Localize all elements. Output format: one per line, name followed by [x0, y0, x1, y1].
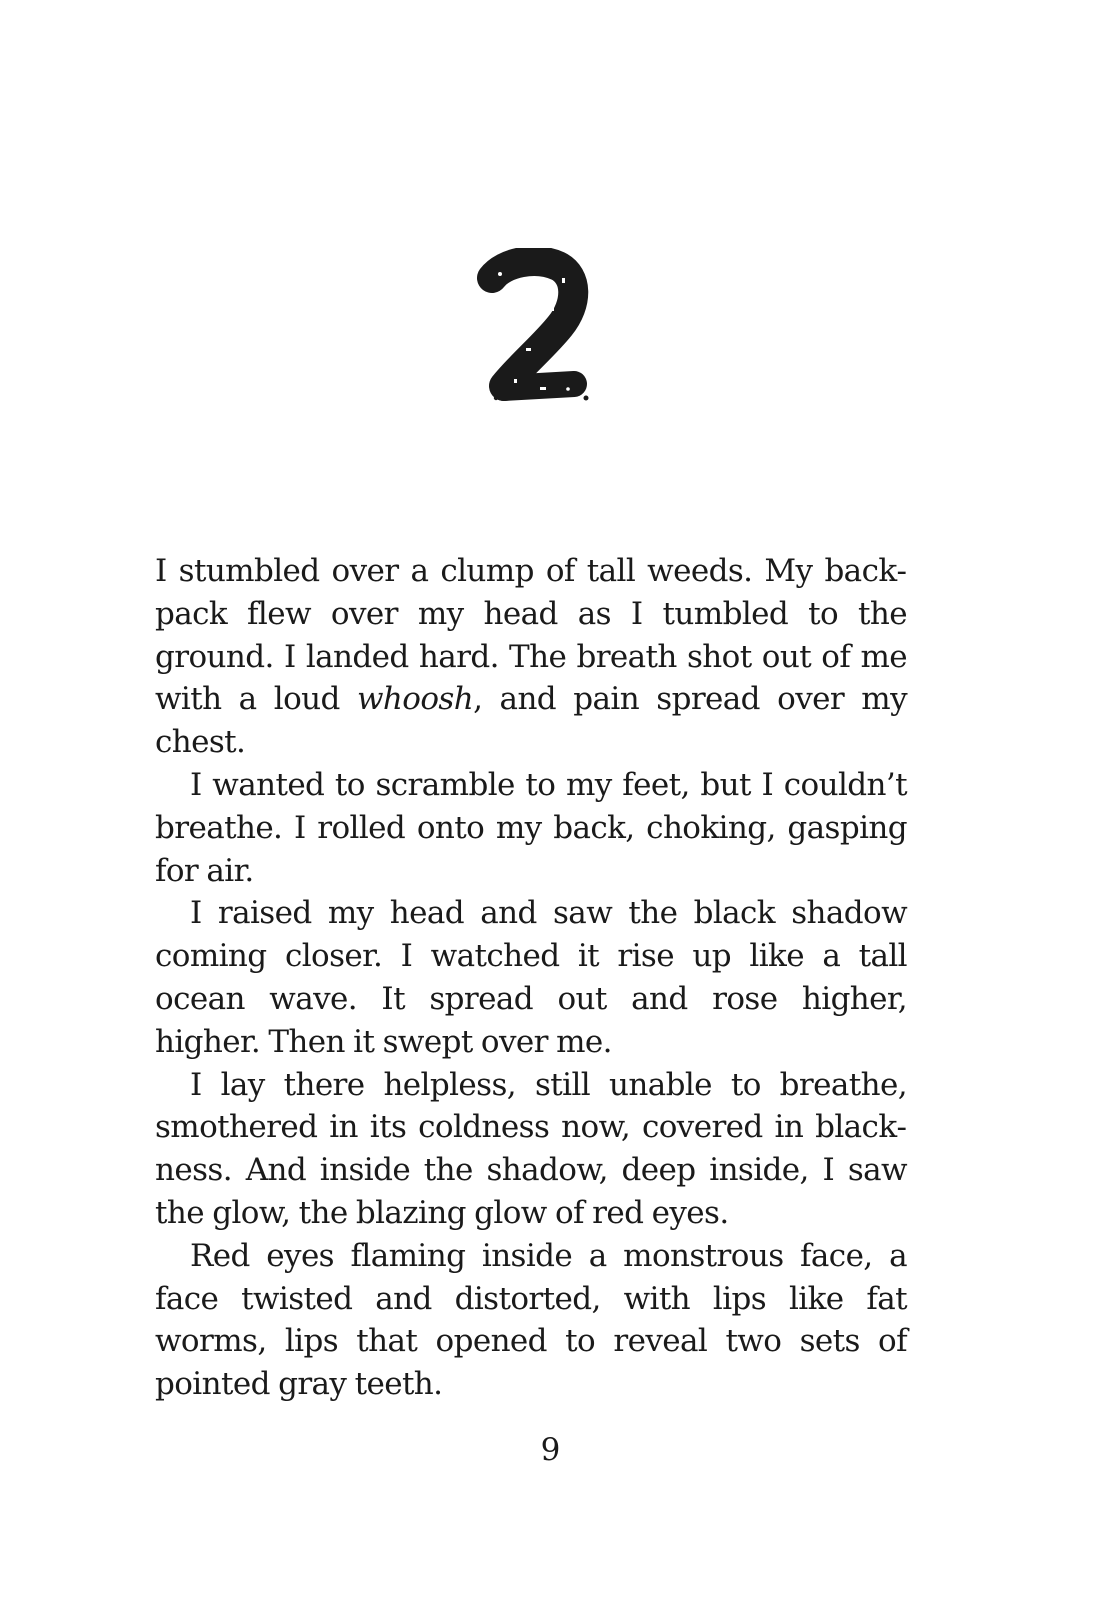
chapter-number-glyph [470, 248, 600, 418]
paragraph-text: , and pain spread over my chest. [155, 681, 907, 761]
paragraph: I lay there helpless, still unable to breathe, smothered in its coldness now, covered in blackness. And inside the shadow, deep inside, I saw the glow, the blazing glow of red eyes. [155, 1066, 907, 1231]
chapter-number [470, 248, 600, 418]
page-number: 9 [540, 1432, 561, 1468]
chapter-body-text [155, 550, 907, 1406]
paragraph: I raised my head and saw the black shadow coming closer. I watched it rise up like a tall ocean wave. It spread out and rose higher, higher. Then it swept over me. [155, 895, 907, 1060]
paragraph-text: I stumbled over a clump of tall weeds. My backpack flew over my head as I tumbled to the ground. I landed hard. The breath shot out of me with a loud [155, 553, 907, 718]
paragraph: Red eyes flaming inside a monstrous face, a face twisted and distorted, with lips like fat worms, lips that opened to reveal two sets of pointed gray teeth. [155, 1237, 907, 1403]
emphasized-word: whoosh [356, 681, 474, 718]
paragraph [155, 550, 907, 764]
paragraph: I wanted to scramble to my feet, but I couldn’t breathe. I rolled onto my back, choking, gasping for air. [155, 766, 907, 889]
